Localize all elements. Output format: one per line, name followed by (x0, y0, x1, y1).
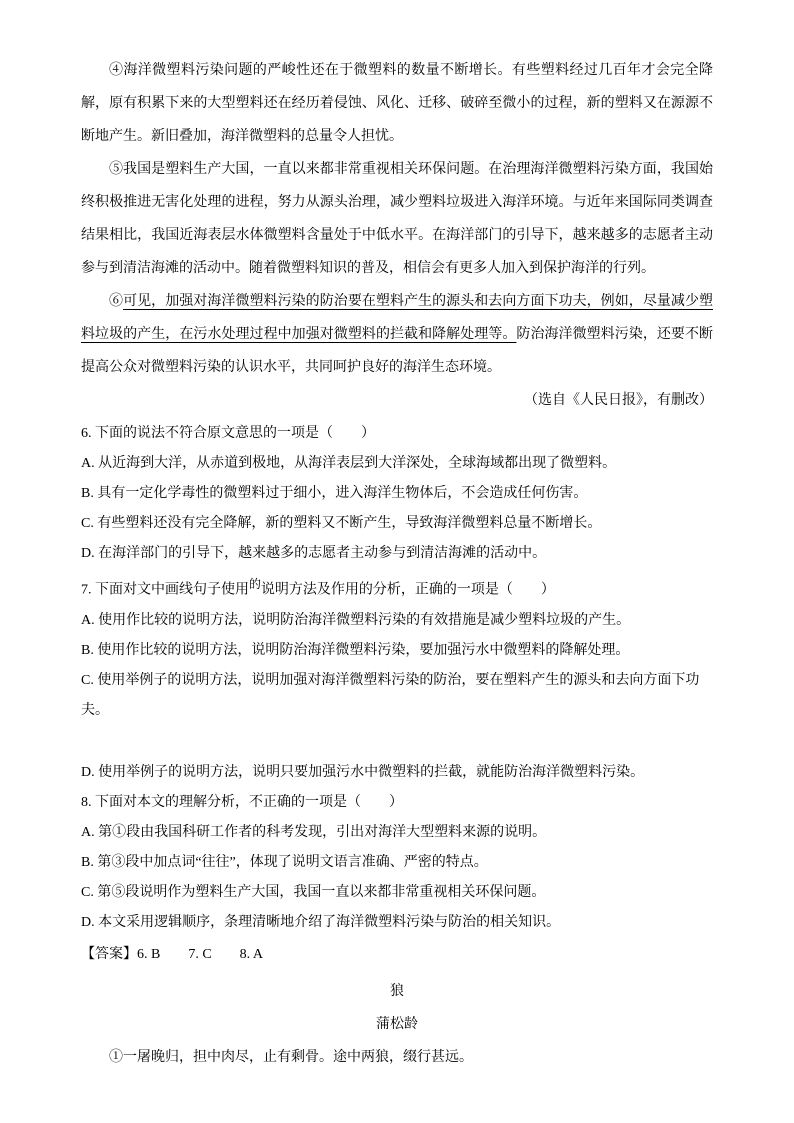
question-8 (81, 788, 713, 938)
question-7-stem (81, 569, 713, 606)
paragraph-6-rest: 防治海洋微塑料污染，还要不断提高公众对微塑料污染的认识水平，共同呵护良好的海洋生态环境。 (81, 327, 714, 375)
question-7-stem-rest: 说明方法及作用的分析，正确的一项是（ ） (260, 582, 555, 598)
question-6-option-a: A. 从近海到大洋，从赤道到极地，从海洋表层到大洋深处，全球海域都出现了微塑料。 (81, 456, 617, 471)
underlined-sentence: 可见，加强对海洋微塑料污染的防治要在塑料产生的源头和去向方面下功夫，例如，尽量减少塑料垃圾的产生，在污水处理过程中加强对微塑料的拦截和降解处理等。 (81, 294, 714, 342)
article-section (81, 54, 713, 417)
question-7-option-d: D. 使用举例子的说明方法，说明只要加强污水中微塑料的拦截，就能防治海洋微塑料污染。 (81, 764, 645, 780)
question-6-option-c: C. 有些塑料还没有完全降解，新的塑料又不断产生，导致海洋微塑料总量不断增长。 (81, 516, 602, 531)
second-passage-section (81, 975, 713, 1074)
article-paragraph-6 (81, 285, 713, 384)
questions-section (81, 419, 713, 938)
question-8-option-b: B. 第③段中加点词“往往”，体现了说明文语言准确、严密的特点。 (81, 854, 488, 870)
article-paragraph-5: ⑤我国是塑料生产大国，一直以来都非常重视相关环保问题。在治理海洋微塑料污染方面，我国始终积极推进无害化处理的进程，努力从源头治理，减少塑料垃圾进入海洋环境。与近年来国际同类调查结果相比，我国近海表层水体微塑料含量处于中低水平。在海洋部门的引导下，越来越多的志愿者主动参与到清洁海滩的活动中。随着微塑料知识的普及，相信会有更多人加入到保护海洋的行列。 (81, 162, 713, 276)
article-paragraph-4: ④海洋微塑料污染问题的严峻性还在于微塑料的数量不断增长。有些塑料经过几百年才会完全降解，原有积累下来的大型塑料还在经历着侵蚀、风化、迁移、破碎至微小的过程，新的塑料又在源源不断地产生。新旧叠加，海洋微塑料的总量令人担忧。 (81, 63, 713, 144)
question-7-stem-text: 7. 下面对文中画线句子使用 (81, 582, 249, 598)
passage2-paragraph-1: ①一屠晚归，担中肉尽，止有剩骨。途中两狼，缀行甚远。 (109, 1049, 473, 1065)
question-8-option-d: D. 本文采用逻辑顺序，条理清晰地介绍了海洋微塑料污染与防治的相关知识。 (81, 914, 561, 930)
question-7-option-a: A. 使用作比较的说明方法，说明防治海洋微塑料污染的有效措施是减少塑料垃圾的产生。 (81, 612, 631, 628)
passage-author: 蒲松龄 (376, 1016, 418, 1032)
question-7-option-c: C. 使用举例子的说明方法，说明加强对海洋微塑料污染的防治，要在塑料产生的源头和去向方面下功夫。 (81, 672, 700, 718)
question-6 (81, 419, 713, 569)
passage-title: 狼 (390, 983, 404, 999)
question-6-option-b: B. 具有一定化学毒性的微塑料过于细小，进入海洋生物体后，不会造成任何伤害。 (81, 486, 588, 501)
question-8-stem: 8. 下面对本文的理解分析，不正确的一项是（ ） (81, 794, 403, 810)
question-6-option-d: D. 在海洋部门的引导下，越来越多的志愿者主动参与到清洁海滩的活动中。 (81, 546, 547, 561)
question-7-option-b: B. 使用作比较的说明方法，说明防治海洋微塑料污染，要加强污水中微塑料的降解处理。 (81, 642, 630, 658)
question-6-stem: 6. 下面的说法不符合原文意思的一项是（ ） (81, 426, 375, 441)
question-8-option-c: C. 第⑤段说明作为塑料生产大国，我国一直以来都非常重视相关环保问题。 (81, 884, 546, 900)
question-7-stem-superscript: 的 (249, 577, 261, 591)
question-8-option-a: A. 第①段由我国科研工作者的科考发现，引出对海洋大型塑料来源的说明。 (81, 824, 547, 840)
answer-line: 【答案】6. B 7. C 8. A (81, 946, 264, 962)
question-7 (81, 569, 713, 788)
paragraph-6-number: ⑥ (109, 294, 124, 309)
source-attribution: （选自《人民日报》，有删改） (524, 393, 713, 408)
